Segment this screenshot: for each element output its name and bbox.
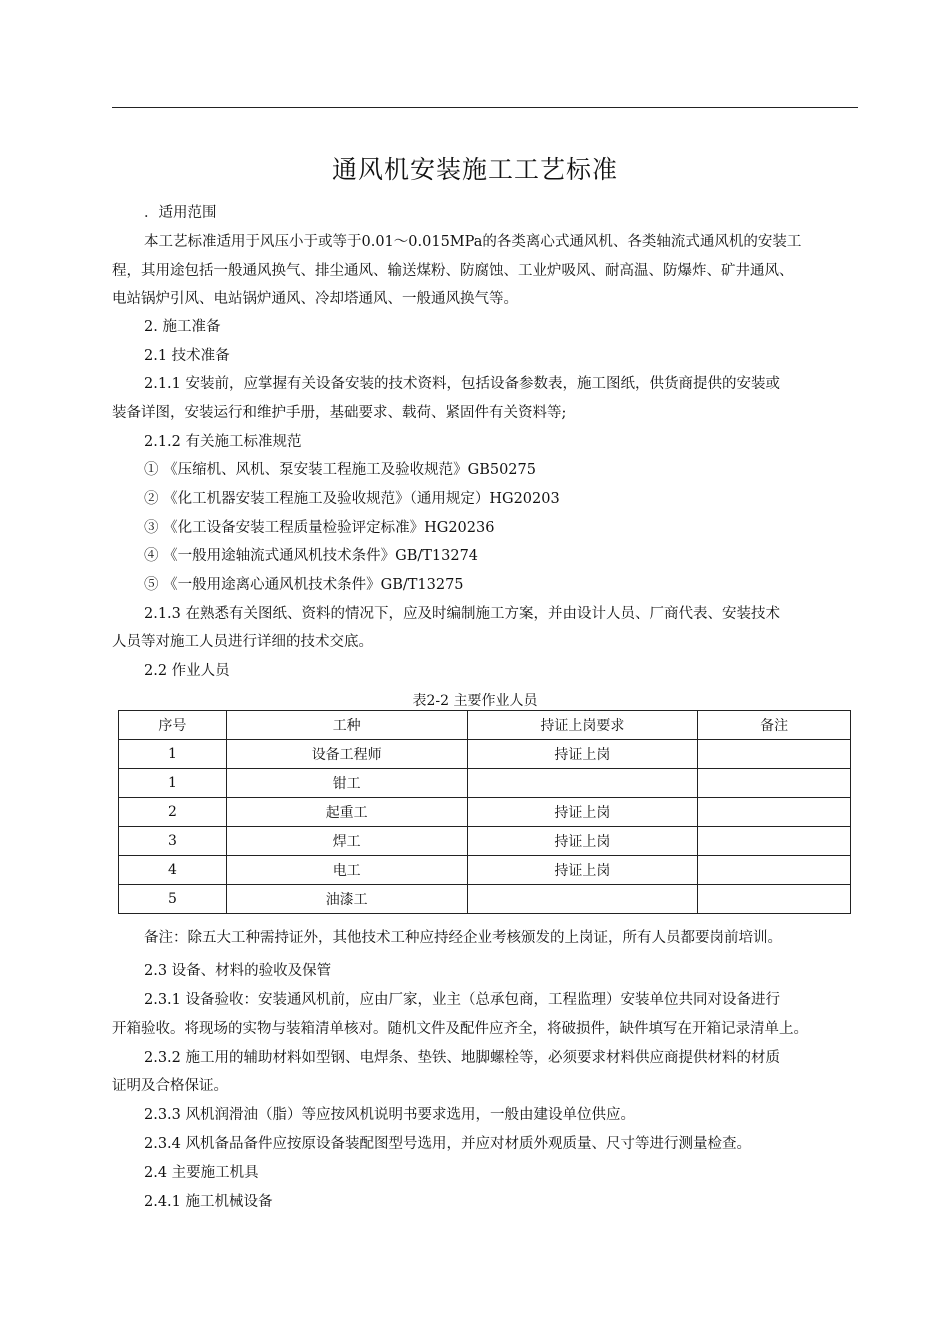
list-item: ⑤ 《一般用途离心通风机技术条件》GB/T13275 [144, 577, 464, 593]
header-rule [112, 107, 858, 108]
table-cell [698, 856, 851, 885]
paragraph-line: 2.3.1 设备验收：安装通风机前，应由厂家，业主（总承包商，工程监理）安装单位共同对设备进行 [144, 992, 780, 1008]
section-heading: 2.2 作业人员 [144, 663, 230, 679]
table-cell: 油漆工 [226, 885, 467, 914]
table-note: 备注：除五大工种需持证外，其他技术工种应持经企业考核颁发的上岗证，所有人员都要岗前培训。 [144, 930, 782, 946]
table-cell [467, 769, 698, 798]
table-cell: 5 [119, 885, 227, 914]
table-cell: 1 [119, 740, 227, 769]
list-item: ① 《压缩机、风机、泵安装工程施工及验收规范》GB50275 [144, 462, 536, 478]
paragraph-line: 2.3.2 施工用的辅助材料如型钢、电焊条、垫铁、地脚螺栓等，必须要求材料供应商提供材料的材质 [144, 1050, 780, 1066]
table-cell [467, 885, 698, 914]
table-cell [698, 798, 851, 827]
table-row [119, 740, 851, 769]
table-header-cell: 持证上岗要求 [467, 711, 698, 740]
table-cell: 4 [119, 856, 227, 885]
paragraph-line: 程，其用途包括一般通风换气、排尘通风、输送煤粉、防腐蚀、工业炉吸风、耐高温、防爆炸、矿井通风、 [112, 263, 794, 279]
paragraph-line: 2.3.3 风机润滑油（脂）等应按风机说明书要求选用，一般由建设单位供应。 [144, 1107, 636, 1123]
paragraph-line: 装备详图，安装运行和维护手册，基础要求、载荷、紧固件有关资料等; [112, 405, 567, 421]
table-cell: 持证上岗 [467, 798, 698, 827]
section-heading: 2. 施工准备 [144, 319, 221, 335]
paragraph-line: 电站锅炉引风、电站锅炉通风、冷却塔通风、一般通风换气等。 [112, 291, 518, 307]
section-heading: 2.1.2 有关施工标准规范 [144, 434, 302, 450]
section-heading: 2.3 设备、材料的验收及保管 [144, 963, 332, 979]
page-title: 通风机安装施工工艺标准 [331, 155, 618, 184]
paragraph-line: 证明及合格保证。 [112, 1078, 228, 1094]
table-header-row [119, 711, 851, 740]
table-cell: 2 [119, 798, 227, 827]
list-item: ④ 《一般用途轴流式通风机技术条件》GB/T13274 [144, 548, 479, 564]
table-header-cell: 备注 [698, 711, 851, 740]
table-cell: 1 [119, 769, 227, 798]
table-cell: 设备工程师 [226, 740, 467, 769]
table-cell: 3 [119, 827, 227, 856]
paragraph-line: 2.1.1 安装前，应掌握有关设备安装的技术资料，包括设备参数表，施工图纸，供货商提供的安装或 [144, 376, 780, 392]
section-heading: 2.4 主要施工机具 [144, 1165, 259, 1181]
section-heading: ．适用范围 [144, 205, 217, 221]
table-cell: 焊工 [226, 827, 467, 856]
table-row [119, 885, 851, 914]
paragraph-line: 2.1.3 在熟悉有关图纸、资料的情况下，应及时编制施工方案，并由设计人员、厂商代表、安装技术 [144, 606, 780, 622]
table-cell: 钳工 [226, 769, 467, 798]
table-cell: 起重工 [226, 798, 467, 827]
table-cell: 电工 [226, 856, 467, 885]
table-row [119, 769, 851, 798]
table-caption: 表2-2 主要作业人员 [412, 693, 538, 709]
table-header-cell: 序号 [119, 711, 227, 740]
list-item: ② 《化工机器安装工程施工及验收规范》（通用规定）HG20203 [144, 491, 560, 507]
paragraph-line: 2.3.4 风机备品备件应按原设备装配图型号选用，并应对材质外观质量、尺寸等进行测量检查。 [144, 1136, 751, 1152]
table-cell [698, 769, 851, 798]
table-cell: 持证上岗 [467, 740, 698, 769]
section-heading: 2.1 技术准备 [144, 348, 230, 364]
table-row [119, 827, 851, 856]
table-row [119, 798, 851, 827]
table-cell [698, 740, 851, 769]
list-item: ③ 《化工设备安装工程质量检验评定标准》HG20236 [144, 520, 495, 536]
paragraph-line: 开箱验收。将现场的实物与装箱清单核对。随机文件及配件应齐全，将破损件，缺件填写在开箱记录清单上。 [112, 1021, 808, 1037]
paragraph-line: 人员等对施工人员进行详细的技术交底。 [112, 634, 373, 650]
table-header-cell: 工种 [226, 711, 467, 740]
table-cell: 持证上岗 [467, 856, 698, 885]
table-cell: 持证上岗 [467, 827, 698, 856]
table-cell [698, 827, 851, 856]
table-row [119, 856, 851, 885]
section-heading: 2.4.1 施工机械设备 [144, 1194, 273, 1210]
staff-table [118, 710, 851, 914]
paragraph-line: 本工艺标准适用于风压小于或等于0.01～0.015MPa的各类离心式通风机、各类轴流式通风机的安装工 [144, 234, 802, 250]
table-cell [698, 885, 851, 914]
